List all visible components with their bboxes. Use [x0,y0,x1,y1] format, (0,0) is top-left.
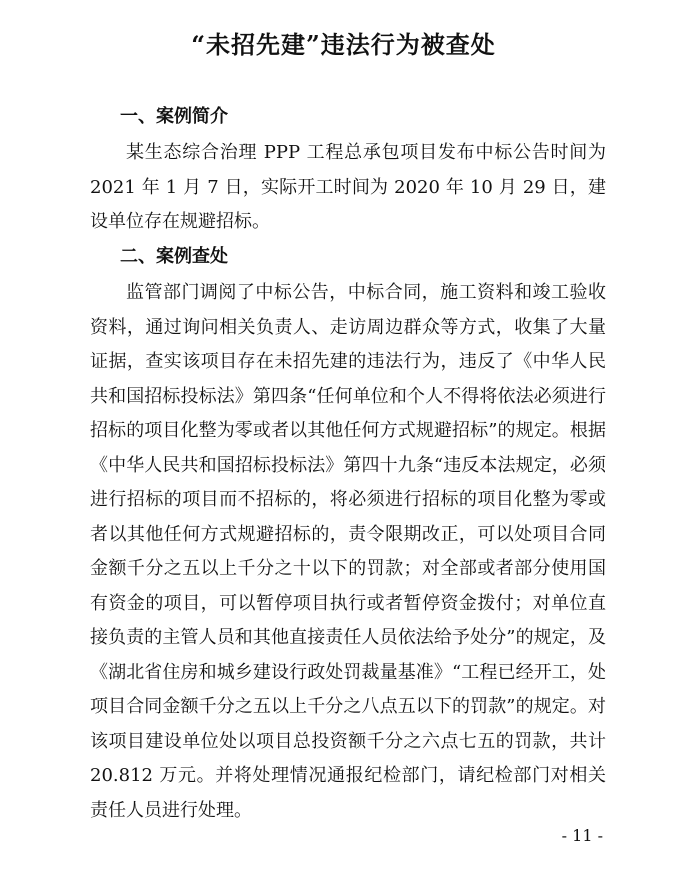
section-heading-case-intro: 一、案例简介 [120,106,228,127]
case-intro-paragraph: 某生态综合治理 PPP 工程总承包项目发布中标公告时间为 2021 年 1 月 7 日，实际开工时间为 2020 年 10 月 29 日，建设单位存在规避招标。 [90,142,606,232]
page-number: - 11 - [561,826,603,845]
case-handling-paragraph: 监管部门调阅了中标公告，中标合同，施工资料和竣工验收资料，通过询问相关负责人、走访周边群众等方式，收集了大量证据，查实该项目存在未招先建的违法行为，违反了《中华人民共和国招标投标法》第四条“任何单位和个人不得将依法必须进行招标的项目化整为零或者以其他任何方式规避招标”的规定。根据《中华人民共和国招标投标法》第四十九条“违反本法规定，必须进行招标的项目而不招标的，将必须进行招标的项目化整为零或者以其他任何方式规避招标的，责令限期改正，可以处项目合同金额千分之五以上千分之十以下的罚款；对全部或者部分使用国有资金的项目，可以暂停项目执行或者暂停资金拨付；对单位直接负责的主管人员和其他直接责任人员依法给予处分”的规定，及《湖北省住房和城乡建设行政处罚裁量基准》“工程已经开工，处项目合同金额千分之五以上千分之八点五以下的罚款”的规定。对该项目建设单位处以项目总投资额千分之六点七五的罚款，共计 20.812 万元。并将处理情况通报纪检部门，请纪检部门对相关责任人员进行处理。 [90,282,606,821]
page-title: “未招先建”违法行为被查处 [191,30,496,59]
section-heading-case-handling: 二、案例查处 [120,246,228,267]
